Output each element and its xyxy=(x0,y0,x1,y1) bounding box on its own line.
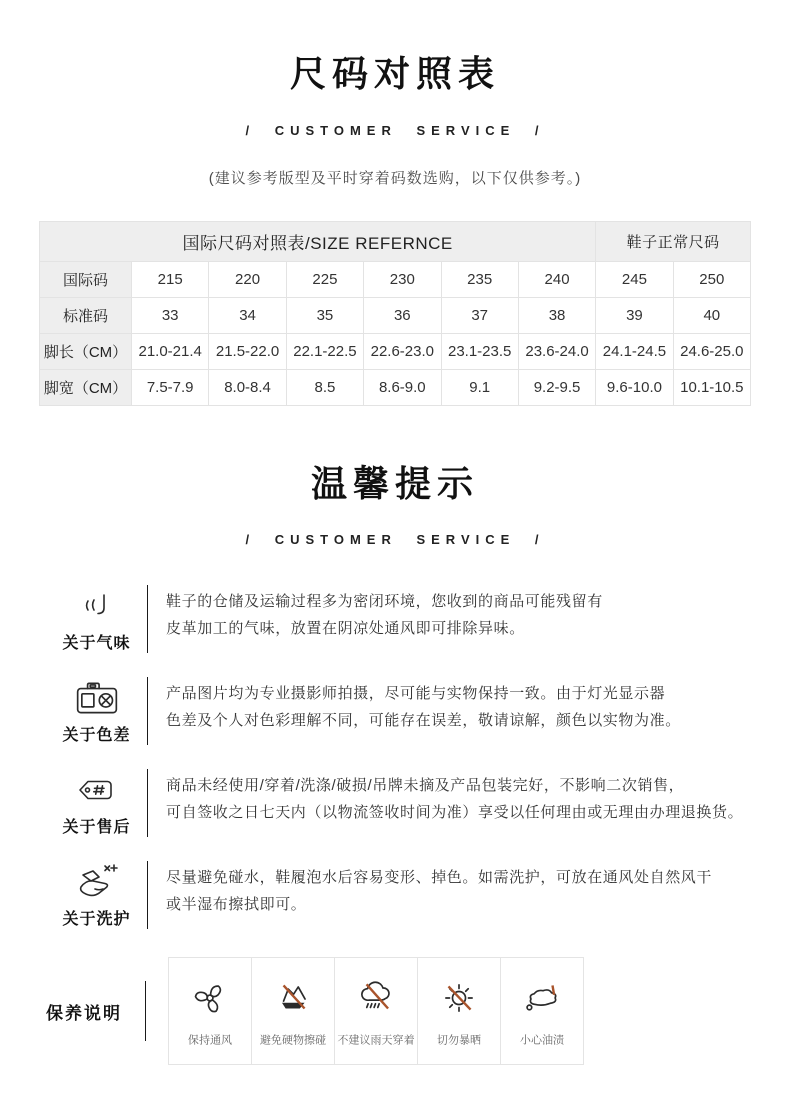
size-table-header-row xyxy=(40,221,751,261)
care-box-label: 小心油渍 xyxy=(519,1033,565,1047)
table-cell: 22.1-22.5 xyxy=(286,333,363,369)
table-cell: 9.2-9.5 xyxy=(518,369,595,405)
hand-wash-icon xyxy=(74,861,120,903)
tips-title: 温馨提示 xyxy=(310,462,479,504)
row-label: 脚宽（CM） xyxy=(40,369,132,405)
table-cell: 21.5-22.0 xyxy=(209,333,286,369)
table-cell: 23.1-23.5 xyxy=(441,333,518,369)
care-box-oil-stains xyxy=(500,957,584,1065)
table-cell: 35 xyxy=(286,297,363,333)
tip-label: 关于气味 xyxy=(62,635,131,653)
table-cell: 8.6-9.0 xyxy=(364,369,441,405)
table-cell: 36 xyxy=(364,297,441,333)
row-label: 标准码 xyxy=(40,297,132,333)
care-box-no-rain xyxy=(334,957,418,1065)
table-cell: 34 xyxy=(209,297,286,333)
table-cell: 23.6-24.0 xyxy=(518,333,595,369)
tip-item-after-sales xyxy=(0,767,790,839)
table-cell: 8.5 xyxy=(286,369,363,405)
table-cell: 21.0-21.4 xyxy=(132,333,209,369)
care-box-no-hard-objects xyxy=(251,957,335,1065)
tip-item-color-difference xyxy=(0,675,790,747)
size-table xyxy=(39,221,751,406)
size-table-header-right: 鞋子正常尺码 xyxy=(596,221,751,261)
price-tag-icon xyxy=(75,769,119,811)
table-row-foot-width xyxy=(40,369,751,405)
no-hard-objects-icon xyxy=(272,975,314,1021)
table-cell: 225 xyxy=(286,261,363,297)
table-row-foot-length xyxy=(40,333,751,369)
tip-item-smell xyxy=(0,583,790,655)
table-cell: 240 xyxy=(518,261,595,297)
tip-text-line: 产品图片均为专业摄影师拍摄，尽可能与实物保持一致。由于灯光显示器 xyxy=(166,685,666,703)
table-cell: 220 xyxy=(209,261,286,297)
tip-item-washing-care xyxy=(0,859,790,931)
care-box-label: 保持通风 xyxy=(187,1033,233,1047)
table-cell: 8.0-8.4 xyxy=(209,369,286,405)
fan-icon xyxy=(189,975,231,1021)
table-cell: 235 xyxy=(441,261,518,297)
table-cell: 215 xyxy=(132,261,209,297)
oil-stain-icon xyxy=(521,975,563,1021)
row-label: 国际码 xyxy=(40,261,132,297)
table-cell: 250 xyxy=(673,261,750,297)
table-cell: 230 xyxy=(364,261,441,297)
table-cell: 9.6-10.0 xyxy=(596,369,673,405)
care-box-label: 避免硬物擦碰 xyxy=(259,1033,327,1047)
no-rain-icon xyxy=(355,975,397,1021)
table-cell: 38 xyxy=(518,297,595,333)
tips-list xyxy=(0,583,790,931)
table-row-international-size xyxy=(40,261,751,297)
row-label: 脚长（CM） xyxy=(40,333,132,369)
camera-icon xyxy=(74,677,120,719)
table-cell: 37 xyxy=(441,297,518,333)
tip-text-line: 可自签收之日七天内（以物流签收时间为准）享受以任何理由或无理由办理退换货。 xyxy=(166,804,744,822)
tip-text-line: 尽量避免碰水，鞋履泡水后容易变形、掉色。如需洗护，可放在通风处自然风干 xyxy=(166,869,713,887)
table-cell: 40 xyxy=(673,297,750,333)
table-cell: 22.6-23.0 xyxy=(364,333,441,369)
tip-text-line: 或半湿布擦拭即可。 xyxy=(166,896,307,914)
tip-text-line: 皮革加工的气味，放置在阴凉处通风即可排除异味。 xyxy=(166,620,525,638)
tip-label: 关于售后 xyxy=(62,819,131,837)
care-box-ventilation xyxy=(168,957,252,1065)
tip-label: 关于色差 xyxy=(62,727,131,745)
size-chart-note: (建议参考版型及平时穿着码数选购，以下仅供参考。) xyxy=(208,169,582,187)
size-table-header-main: 国际尺码对照表/SIZE REFERNCE xyxy=(40,221,596,261)
care-box-label: 切勿暴晒 xyxy=(436,1033,482,1047)
table-cell: 245 xyxy=(596,261,673,297)
size-chart-title: 尺码对照表 xyxy=(289,53,500,94)
tips-subtitle: / CUSTOMER SERVICE / xyxy=(245,532,545,548)
table-cell: 39 xyxy=(596,297,673,333)
tip-text-line: 商品未经使用/穿着/洗涤/破损/吊牌未摘及产品包装完好，不影响二次销售， xyxy=(166,777,685,795)
tip-label: 关于洗护 xyxy=(62,911,131,929)
size-chart-subtitle: / CUSTOMER SERVICE / xyxy=(245,122,545,138)
table-cell: 33 xyxy=(132,297,209,333)
divider xyxy=(145,981,146,1041)
table-cell: 24.6-25.0 xyxy=(673,333,750,369)
table-cell: 24.1-24.5 xyxy=(596,333,673,369)
care-box-no-sun xyxy=(417,957,501,1065)
no-sun-icon xyxy=(438,975,480,1021)
table-row-standard-size xyxy=(40,297,751,333)
tip-text-line: 色差及个人对色彩理解不同，可能存在误差，敬请谅解，颜色以实物为准。 xyxy=(166,712,681,730)
table-cell: 7.5-7.9 xyxy=(132,369,209,405)
care-box-label: 不建议雨天穿着 xyxy=(337,1033,415,1047)
care-section-label: 保养说明 xyxy=(46,1003,122,1023)
tip-text-line: 鞋子的仓储及运输过程多为密闭环境，您收到的商品可能残留有 xyxy=(166,593,603,611)
table-cell: 10.1-10.5 xyxy=(673,369,750,405)
table-cell: 9.1 xyxy=(441,369,518,405)
smell-icon xyxy=(75,585,119,627)
care-instructions-section xyxy=(0,957,790,1065)
